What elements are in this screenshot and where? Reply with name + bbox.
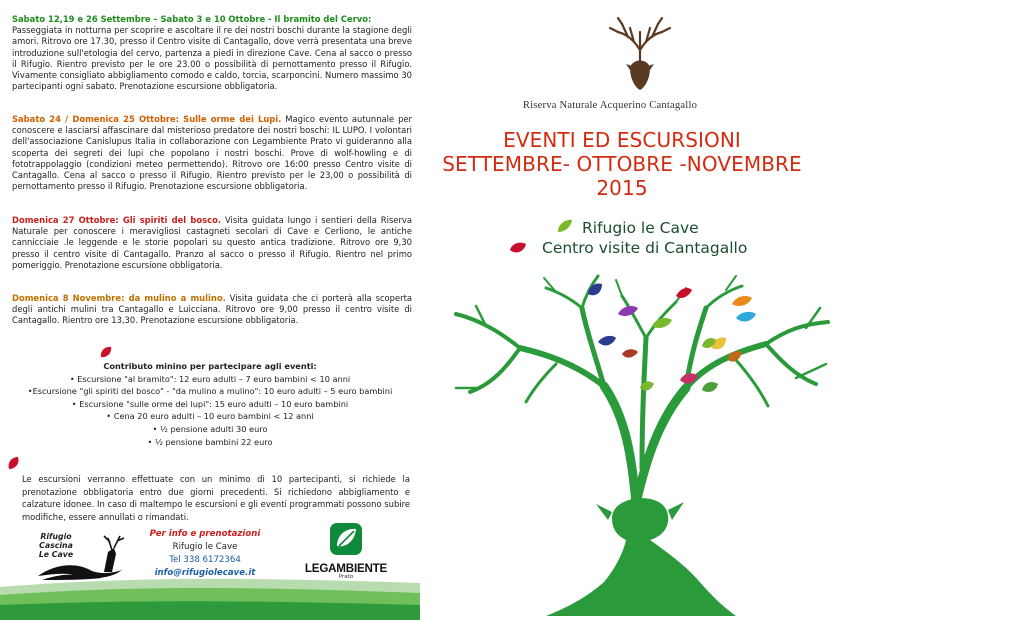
info-place: Rifugio le Cave — [172, 542, 238, 552]
info-title: Per info e prenotazioni — [149, 529, 261, 539]
info-phone: Tel 338 6172364 — [169, 555, 241, 565]
contributions-title: Contributo minino per partecipare agli eventi: — [103, 361, 317, 371]
tree-deer-illustration — [436, 268, 848, 616]
title-line-2: SETTEMBRE- OTTOBRE -NOVEMBRE — [442, 152, 802, 176]
info-email-link[interactable]: info@rifugiolecave.it — [154, 568, 256, 578]
left-panel — [0, 0, 420, 620]
location-centro-visite: Centro visite di Cantagallo — [542, 239, 748, 257]
event-spiriti — [12, 215, 412, 271]
contribution-item: •Escursione "gli spiriti del bosco" - "da mulino a mulino": 10 euro adulti – 5 euro bambini — [27, 386, 393, 397]
contribution-item: • Cena 20 euro adulti – 10 euro bambini < 12 anni — [106, 411, 314, 422]
green-leaf-icon — [556, 218, 574, 234]
legambiente-name: LEGAMBIENTE — [304, 562, 388, 575]
participation-note: Le escursioni verranno effettuate con un minimo di 10 partecipanti, si richiede la prenotazione obbligatoria entro due giorni precedenti. Si richiedono abbigliamento e calzature idonee. In caso di maltempo le escursioni e gli eventi programmati possono subire modifiche, essere annullati o rimandati. — [22, 474, 410, 522]
event-bramito-heading: Sabato 12,19 e 26 Settembre – Sabato 3 e 10 Ottobre - Il bramito del Cervo: — [12, 14, 372, 24]
event-mulino — [12, 293, 412, 327]
red-leaf-icon — [508, 240, 528, 256]
event-bramito — [12, 14, 412, 92]
contributions — [0, 360, 420, 448]
title-line-1: EVENTI ED ESCURSIONI — [503, 128, 741, 152]
rifugio-cascina-logo-text: Rifugio Cascina Le Cave — [38, 532, 74, 559]
contribution-item: • ½ pensione bambini 22 euro — [147, 436, 273, 447]
event-lupi-text: Magico evento autunnale per conoscere e lasciarsi affascinare dal misterioso predatore dei nostri boschi: IL LUPO. I volontari dell'associazione Canislupus Italia in collaborazione con Legambiente Prato vi guideranno alla scoperta dei segreti dei lupi che popolano i nostri boschi. Prove di wolf-howling e di fototrappolaggio (condizioni meteo permettendo). Ritrovo ore 16:00 presso Centro visite di Cantagallo. Cena al sacco o presso il Rifugio. Rientro previsto per le 23,00 o possibilità di pernottamento presso il Rifugio. Prenotazione escursione obbligatoria. — [12, 114, 412, 192]
riserva-deer-tree-logo-icon — [600, 10, 680, 100]
event-spiriti-heading: Domenica 27 Ottobre: Gli spiriti del bosco. — [12, 215, 222, 225]
event-mulino-heading: Domenica 8 Novembre: da mulino a mulino. — [12, 293, 226, 303]
contribution-item: • Escursione "al bramito": 12 euro adulti – 7 euro bambini < 10 anni — [69, 373, 351, 384]
event-spiriti-text: Visita guidata lungo i sentieri della Riserva Naturale per conoscere i meravigliosi castagneti secolari di Cave e Cerliono, le antiche cannicciaie .le leggende e le storie popolari su questo antica tradizione. Ritrovo ore 9,30 presso il centro visite di Cantagallo. Pranzo al sacco o presso il Rifugio. Rientro nel primo pomeriggio. Prenotazione escursione obbligatoria. — [12, 215, 412, 270]
red-leaf-icon — [98, 344, 114, 360]
legambiente-leaf-icon — [329, 522, 363, 556]
main-title — [420, 128, 824, 200]
green-wave-decoration — [0, 575, 420, 620]
legambiente-sub: Prato — [338, 574, 354, 580]
location-rifugio: Rifugio le Cave — [582, 219, 699, 237]
event-lupi — [12, 114, 412, 192]
event-bramito-text: Passeggiata in notturna per scoprire e ascoltare il re dei nostri boschi durante la stagione degli amori. Ritrovo ore 17.30, presso il Centro visite di Cantagallo, dove verrà presentata una breve introduzione sull'etologia del cervo, partenza a piedi in direzione Cave. Cena al sacco o presso il Rifugio. Rientro previsto per le ore 23.00 o possibilità di pernottamento presso il Rifugio. Vivamente consigliato abbigliamento comodo e caldo, torcia, scarponcini. Numero massimo 30 partecipanti ogni sabato. Prenotazione escursione obbligatoria. — [12, 25, 412, 92]
event-lupi-heading: Sabato 24 / Domenica 25 Ottobre: Sulle orme dei Lupi. — [12, 114, 282, 124]
contribution-item: • Escursione "sulle orme dei lupi": 15 euro adulti – 10 euro bambini — [71, 398, 349, 409]
riserva-name: Riserva Naturale Acquerino Cantagallo — [522, 100, 698, 111]
event-mulino-text: Visita guidata che ci porterà alla scoperta degli antichi mulini tra Cantagallo e Luicciana. Ritrovo ore 9,00 presso il centro visite di Cantagallo. Rientro ore 13,30. Prenotazione escursione obbligatoria. — [12, 293, 412, 326]
title-line-3: 2015 — [596, 176, 648, 200]
contribution-item: • ½ pensione adulti 30 euro — [152, 423, 268, 434]
red-leaf-icon — [6, 455, 22, 471]
legambiente-logo — [296, 522, 396, 580]
